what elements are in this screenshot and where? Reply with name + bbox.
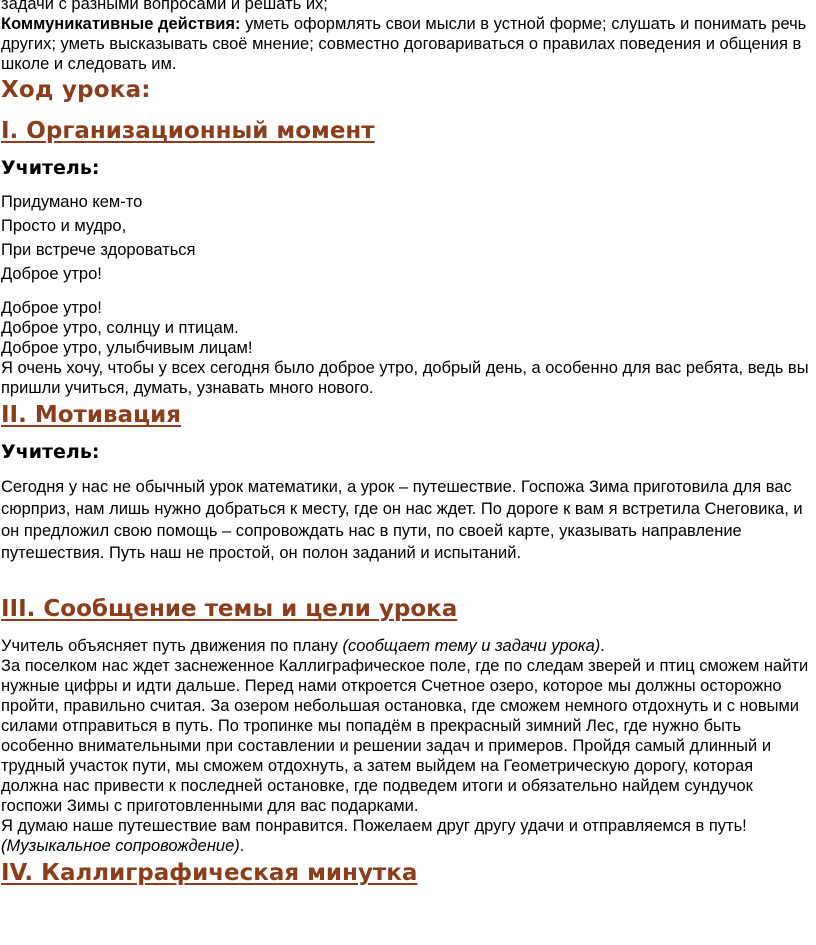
poem-line: При встрече здороваться — [1, 241, 196, 259]
section1-teacher-label: Учитель: — [1, 157, 100, 179]
section2-teacher-label: Учитель: — [1, 441, 100, 463]
section4-title: IV. Каллиграфическая минутка — [1, 860, 418, 886]
greeting — [1, 298, 814, 358]
section3-lead — [1, 636, 814, 656]
lead-text: Учитель объясняет путь движения по плану — [1, 637, 343, 655]
greeting-line: Доброе утро! — [1, 299, 102, 317]
section3-music — [1, 836, 814, 856]
music-italic: (Музыкальное сопровождение) — [1, 837, 240, 855]
poem — [1, 190, 814, 286]
music-end: . — [239, 837, 245, 855]
greeting-line: Доброе утро, солнцу и птицам. — [1, 319, 239, 337]
section2-title: II. Мотивация — [1, 402, 182, 428]
lesson-heading: Ход урока: — [1, 77, 151, 103]
communicative-text: уметь оформлять свои мысли в устной форме; слушать и понимать речь других; уметь высказывать своё мнение; совместно договариваться о правилах поведения и общения в школе и следовать им. — [1, 15, 807, 73]
section3-route: За поселком нас ждет заснеженное Каллиграфическое поле, где по следам зверей и птиц сможем найти нужные цифры и идти дальше. Перед нами откроется Счетное озеро, которое мы должны осторожно пройти, правильно считая. За озером небольшая остановка, где сможем немного отдохнуть и с новыми силами отправиться в путь. По тропинке мы попадём в прекрасный зимний Лес, где нужно быть особенно внимательными при составлении и решении задач и примеров. Пройдя самый длинный и трудный участок пути, мы сможем отдохнуть, а затем выйдем на Геометрическую дорогу, которая должна нас привести к последней остановке, где подведем итоги и обязательно найдем сундучок госпожи Зимы с приготовленными для вас подарками. — [1, 657, 809, 815]
poem-line: Доброе утро! — [1, 265, 102, 283]
section3-closing: Я думаю наше путешествие вам понравится. Пожелаем друг другу удачи и отправляемся в путь! — [1, 817, 747, 835]
lead-italic: (сообщает тему и задачи урока) — [342, 637, 601, 655]
intro-line: задачи с разными вопросами и решать их; — [1, 0, 328, 13]
poem-line: Просто и мудро, — [1, 217, 127, 235]
communicative-paragraph — [1, 14, 814, 74]
poem-line: Придумано кем-то — [1, 193, 143, 211]
section1-wish: Я очень хочу, чтобы у всех сегодня было доброе утро, добрый день, а особенно для вас ребята, ведь вы пришли учиться, думать, узнавать много нового. — [1, 359, 809, 397]
section3-title: III. Сообщение темы и цели урока — [1, 596, 458, 622]
section1-title: I. Организационный момент — [1, 118, 375, 144]
communicative-label: Коммуникативные действия: — [1, 15, 241, 33]
lead-end: . — [600, 637, 605, 655]
section2-text: Сегодня у нас не обычный урок математики, а урок – путешествие. Госпожа Зима приготовила для вас сюрприз, нам лишь нужно добраться к месту, где он нас ждет. По дороге к вам я встретила Снеговика, и он предложил свою помощь – сопровождать нас в пути, по своей карте, указывать направление путешествия. Путь наш не простой, он полон заданий и испытаний. — [1, 478, 803, 562]
document-page — [1, 0, 814, 888]
greeting-line: Доброе утро, улыбчивым лицам! — [1, 339, 253, 357]
